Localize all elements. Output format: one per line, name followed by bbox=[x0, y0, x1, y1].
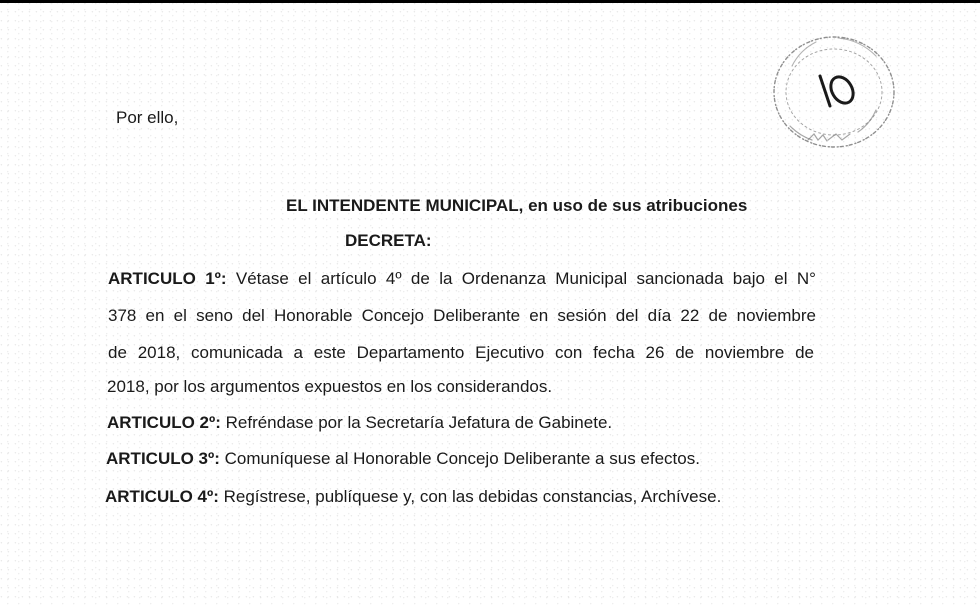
seal-stamp bbox=[768, 28, 900, 156]
article-4-label: ARTICULO 4º: bbox=[105, 487, 219, 506]
article-3 bbox=[106, 448, 700, 470]
opening-phrase: Por ello, bbox=[116, 108, 179, 127]
authority-rest: , en uso de sus atribuciones bbox=[518, 196, 748, 215]
article-1-line-3: de 2018, comunicada a este Departamento Ejecutivo con fecha 26 de noviembre de bbox=[108, 343, 814, 362]
article-1-line-4: 2018, por los argumentos expuestos en los considerandos. bbox=[107, 377, 553, 396]
scan-top-border bbox=[0, 0, 980, 3]
article-1-label: ARTICULO 1º: bbox=[108, 269, 227, 288]
article-1-line-2: 378 en el seno del Honorable Concejo Deliberante en sesión del día 22 de noviembre bbox=[108, 306, 816, 325]
decree-heading bbox=[286, 195, 747, 217]
decree-word: DECRETA: bbox=[345, 231, 432, 250]
article-1-line-1 bbox=[108, 268, 816, 290]
article-2-label: ARTICULO 2º: bbox=[107, 413, 221, 432]
article-3-label: ARTICULO 3º: bbox=[106, 449, 220, 468]
folio-number-handwritten bbox=[820, 73, 858, 107]
article-2-text: Refréndase por la Secretaría Jefatura de Gabinete. bbox=[225, 413, 613, 432]
authority-title: EL INTENDENTE MUNICIPAL bbox=[286, 196, 519, 215]
article-4-text: Regístrese, publíquese y, con las debidas constancias, Archívese. bbox=[223, 487, 722, 506]
article-4 bbox=[105, 486, 721, 508]
article-2 bbox=[107, 412, 612, 434]
article-1-text-1: Vétase el artículo 4º de la Ordenanza Municipal sancionada bajo el N° bbox=[235, 269, 816, 288]
article-3-text: Comuníquese al Honorable Concejo Deliberante a sus efectos. bbox=[224, 449, 700, 468]
